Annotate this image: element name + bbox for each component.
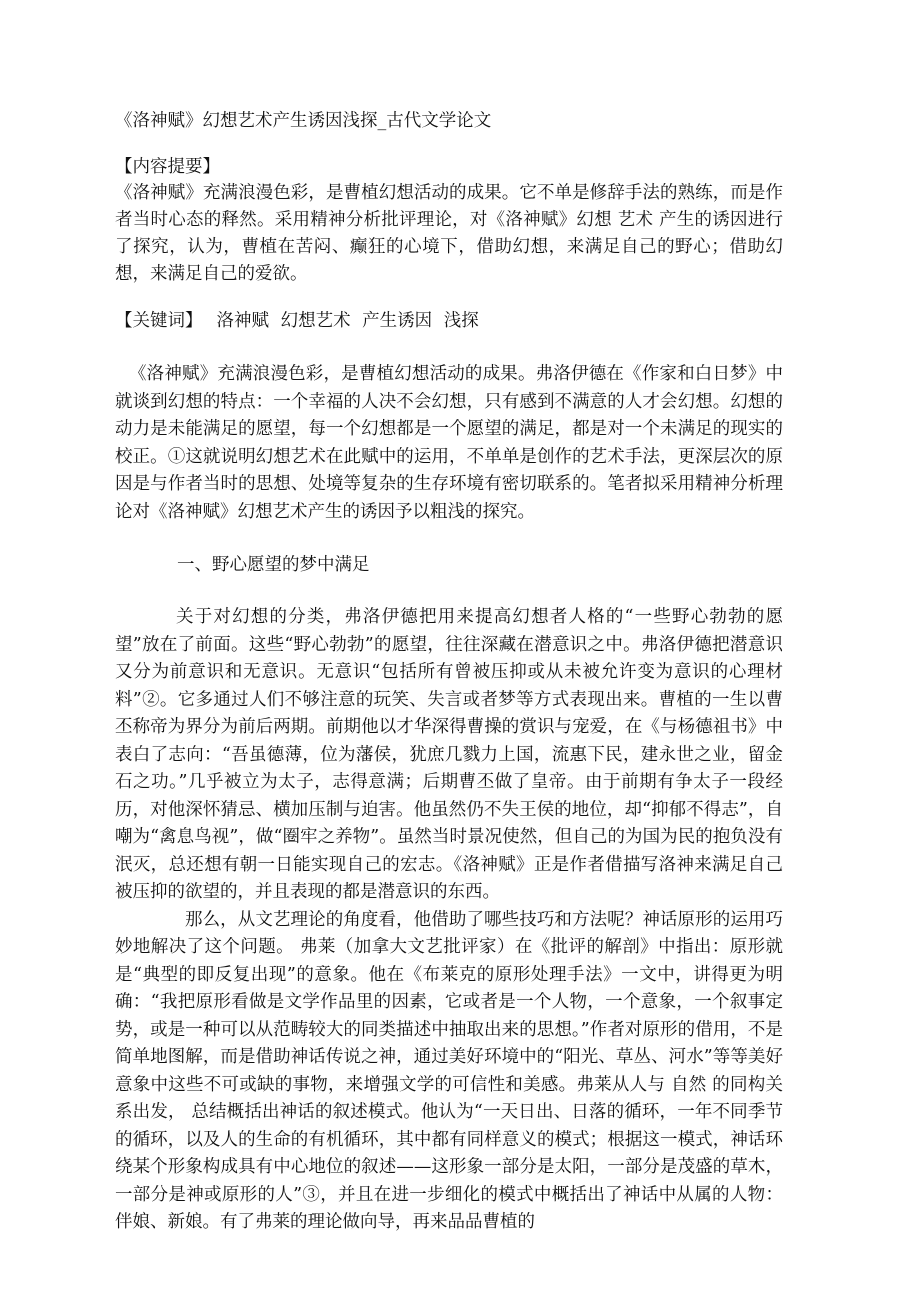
keyword: 浅探 (443, 311, 479, 331)
abstract-label: 【内容提要】 (115, 157, 220, 177)
section-heading: 一、野心愿望的梦中满足 (177, 555, 370, 575)
body-paragraph: 关于对幻想的分类，弗洛伊德把用来提高幻想者人格的“一些野心勃勃的愿望”放在了前面。这些“野心勃勃”的愿望，往往深藏在潜意识之中。弗洛伊德把潜意识又分为前意识和无意识。无意识“包括所有曾被压抑或从未被允许变为意识的心理材料”②。它多通过人们不够注意的玩笑、失言或者梦等方式表现出来。曹植的一生以曹丕称帝为界分为前后两期。前期他以才华深得曹操的赏识与宠爱，在《与杨德祖书》中表白了志向：“吾虽德薄，位为藩侯，犹庶几戮力上国，流惠下民，建永世之业，留金石之功。”几乎被立为太子，志得意满；后期曹丕做了皇帝。由于前期有争太子一段经历，对他深怀猜忌、横加压制与迫害。他虽然仍不失王侯的地位，却“抑郁不得志”，自嘲为“禽息鸟视”，做“圈牢之养物”。虽然当时景况使然，但自己的为国为民的抱负没有泯灭，总还想有朝一日能实现自己的宏志。《洛神赋》正是作者借描写洛神来满足自己被压抑的欲望的，并且表现的都是潜意识的东西。 (115, 607, 783, 902)
keywords-line (115, 308, 783, 335)
body-paragraph: 那么，从文艺理论的角度看，他借助了哪些技巧和方法呢？神话原形的运用巧妙地解决了这个问题。 弗莱（加拿大文艺批评家）在《批评的解剖》中指出：原形就是“典型的即反复出现”的意象。他在《布莱克的原形处理手法》一文中，讲得更为明确：“我把原形看做是文学作品里的因素，它或者是一个人物，一个意象，一个叙事定势，或是一种可以从范畴较大的同类描述中抽取出来的思想。”作者对原形的借用，不是简单地图解，而是借助神话传说之神，通过美好环境中的“阳光、草丛、河水”等等美好意象中这些不可或缺的事物，来增强文学的可信性和美感。弗莱从人与 自然 的同构关系出发， 总结概括出神话的叙述模式。他认为“一天日出、日落的循环，一年不同季节的循环，以及人的生命的有机循环，其中都有同样意义的模式；根据这一模式，神话环绕某个形象构成具有中心地位的叙述——这形象一部分是太阳，一部分是茂盛的草木，一部分是神或原形的人”③，并且在进一步细化的模式中概括出了神话中从属的人物：伴娘、新娘。有了弗莱的理论做向导，再来品品曹植的 (115, 909, 783, 1232)
document-page (115, 108, 783, 1237)
keyword: 洛神赋 (216, 311, 269, 331)
keyword: 产生诱因 (362, 311, 433, 331)
keywords-label: 【关键词】 (115, 311, 203, 331)
intro-paragraph: 《洛神赋》充满浪漫色彩，是曹植幻想活动的成果。弗洛伊德在《作家和白日梦》中就谈到幻想的特点：一个幸福的人决不会幻想，只有感到不满意的人才会幻想。幻想的动力是未能满足的愿望，每一个幻想都是一个愿望的满足，都是对一个未满足的现实的校正。①这就说明幻想艺术在此赋中的运用，不单单是创作的艺术手法，更深层次的原因是与作者当时的思想、处境等复杂的生存环境有密切联系的。笔者拟采用精神分析理论对《洛神赋》幻想艺术产生的诱因予以粗浅的探究。 (115, 364, 783, 522)
keyword: 幻想艺术 (280, 311, 351, 331)
abstract-text: 《洛神赋》充满浪漫色彩，是曹植幻想活动的成果。它不单是修辞手法的熟练，而是作者当时心态的释然。采用精神分析批评理论，对《洛神赋》幻想 艺术 产生的诱因进行了探究，认为，曹植在苦闷、癫狂的心境下，借助幻想，来满足自己的野心；借助幻想，来满足自己的爱欲。 (115, 183, 783, 284)
document-title: 《洛神赋》幻想艺术产生诱因浅探_古代文学论文 (115, 111, 492, 131)
